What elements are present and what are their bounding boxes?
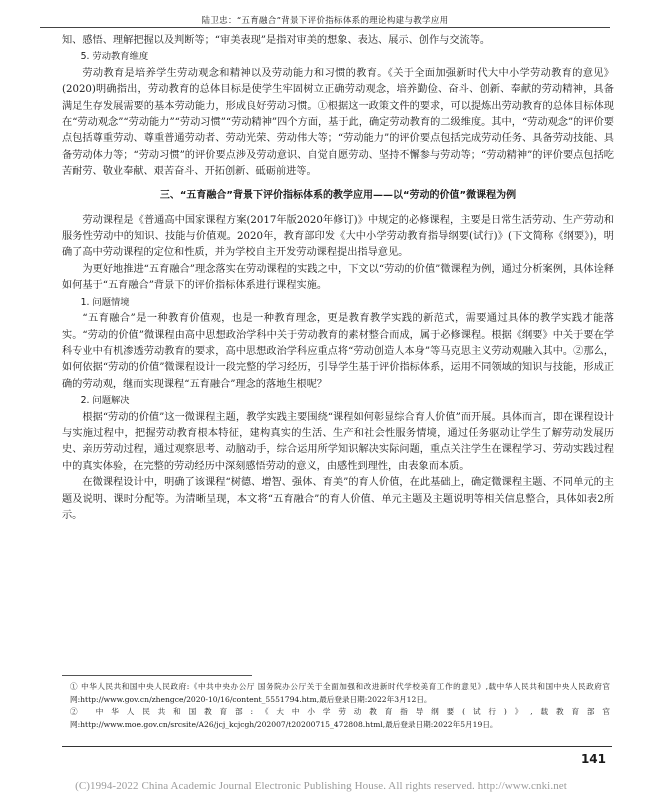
paragraph: 知、感悟、理解把握以及判断等；“审美表现”是指对审美的想象、表达、展示、创作与交流等。 (62, 35, 491, 46)
page-number: 141 (580, 752, 606, 766)
bottom-paragraphs (62, 213, 614, 525)
footnote-rule (62, 675, 252, 676)
paragraph: 为更好地推进“五育融合”理念落实在劳动课程的实践之中，下文以“劳动的价值”微课程为例，通过分析案例，具体诠释如何基于“五育融合”背景下的评价指标体系进行课程实施。 (62, 263, 614, 292)
top-paragraphs (62, 33, 614, 181)
paragraph: 根据“劳动的价值”这一微课程主题，教学实践主要围绕“课程如何彰显综合育人价值”而开展。具体而言，即在课程设计与实施过程中，把握劳动教育根本特征，建构真实的生活、生产和社会性服务情境，通过任务驱动让学生了解劳动发展历史、亲历劳动过程，通过观察思考、动脑动手，综合运用所学知识解决实际问题，重点关注学生在课程学习、劳动实践过程中的真实体验，在完整的劳动经历中深刻感悟劳动的意义，由感性到理性，由表象而本质。 (62, 411, 614, 472)
subsection-heading: 5. 劳动教育维度 (80, 51, 149, 63)
footnote: ② 中华人民共和国教育部:《大中小学劳动教育指导纲要(试行)》,载教育部官网:http://www.moe.gov.cn/srcsite/A26/jcj_kcjcgh/202007/t20200715_472808.html,最后登录日期:2022年5月19日。 (70, 707, 610, 729)
footnote: ① 中华人民共和国中央人民政府:《中共中央办公厅 国务院办公厅关于全面加强和改进新时代学校美育工作的意见》,载中华人民共和国中央人民政府官网:http://www.gov.cn/zhengce/2020-10/16/content_5551794.htm,最后登录日期:2022年3月12日。 (70, 682, 610, 704)
running-head: 陆卫忠：“五育融合”背景下评价指标体系的理论构建与教学应用 (201, 16, 449, 26)
bottom-rule (62, 746, 612, 747)
subsection-heading: 1. 问题情境 (80, 296, 130, 308)
copyright-notice: (C)1994-2022 China Academic Journal Electronic Publishing House. All rights reserved. http://www.cnki.net (75, 780, 567, 792)
header-rule (40, 27, 610, 28)
body-text (62, 33, 614, 524)
paragraph: 劳动课程是《普通高中国家课程方案(2017年版2020年修订)》中规定的必修课程，主要是日常生活劳动、生产劳动和服务性劳动中的知识、技能与价值观。2020年，教育部印发《大中小学劳动教育指导纲要(试行)》(下文简称《纲要》)，明确了高中劳动课程的定位和性质，并为学校自主开发劳动课程提出指导意见。 (62, 214, 614, 259)
subsection-heading: 2. 问题解决 (80, 395, 130, 407)
paragraph: “五育融合”是一种教育价值观，也是一种教育理念，更是教育教学实践的新范式，需要通过具体的教学实践才能落实。“劳动的价值”微课程由高中思想政治学科中关于劳动教育的素材整合而成，属于必修课程。根据《纲要》中关于要在学科专业中有机渗透劳动教育的要求，高中思想政治学科应重点将“劳动创造人本身”等马克思主义劳动观融入其中。②那么，如何依据“劳动的价值”微课程设计一段完整的学习经历，引导学生基于评价指标体系，运用不同领域的知识与技能，形成正确的劳动观，继而实现课程“五育融合”理念的落地生根呢？ (62, 313, 614, 390)
section-heading: 三、“五育融合”背景下评价指标体系的教学应用——以“劳动的价值”微课程为例 (159, 189, 517, 201)
paragraph: 在微课程设计中，明确了该课程“树德、增智、强体、育美”的育人价值，在此基础上，确定微课程主题、不同单元的主题及说明、课时分配等。为清晰呈现，本文将“五育融合”的育人价值、单元主题及主题说明等相关信息整合，具体如表2所示。 (62, 477, 614, 521)
footnotes (70, 681, 610, 731)
paragraph: 劳动教育是培养学生劳动观念和精神以及劳动能力和习惯的教育。《关于全面加强新时代大中小学劳动教育的意见》(2020)明确指出，劳动教育的总体目标是使学生牢固树立正确劳动观念，培养勤俭、奋斗、创新、奉献的劳动精神，具备满足生存发展需要的基本劳动能力，形成良好劳动习惯。①根据这一政策文件的要求，可以提炼出劳动教育的总体目标体现在“劳动观念”“劳动能力”“劳动习惯”“劳动精神”四个方面，基于此，确定劳动教育的二级维度。其中，“劳动观念”的评价要点包括尊重劳动、尊重普通劳动者、劳动光荣、劳动伟大等；“劳动能力”的评价要点包括完成劳动任务、具备劳动技能、具备劳动体力等；“劳动习惯”的评价要点涉及劳动意识、自觉自愿劳动、坚持不懈参与劳动等；“劳动精神”的评价要点包括吃苦耐劳、敬业奉献、艰苦奋斗、开拓创新、砥砺前进等。 (62, 67, 614, 178)
